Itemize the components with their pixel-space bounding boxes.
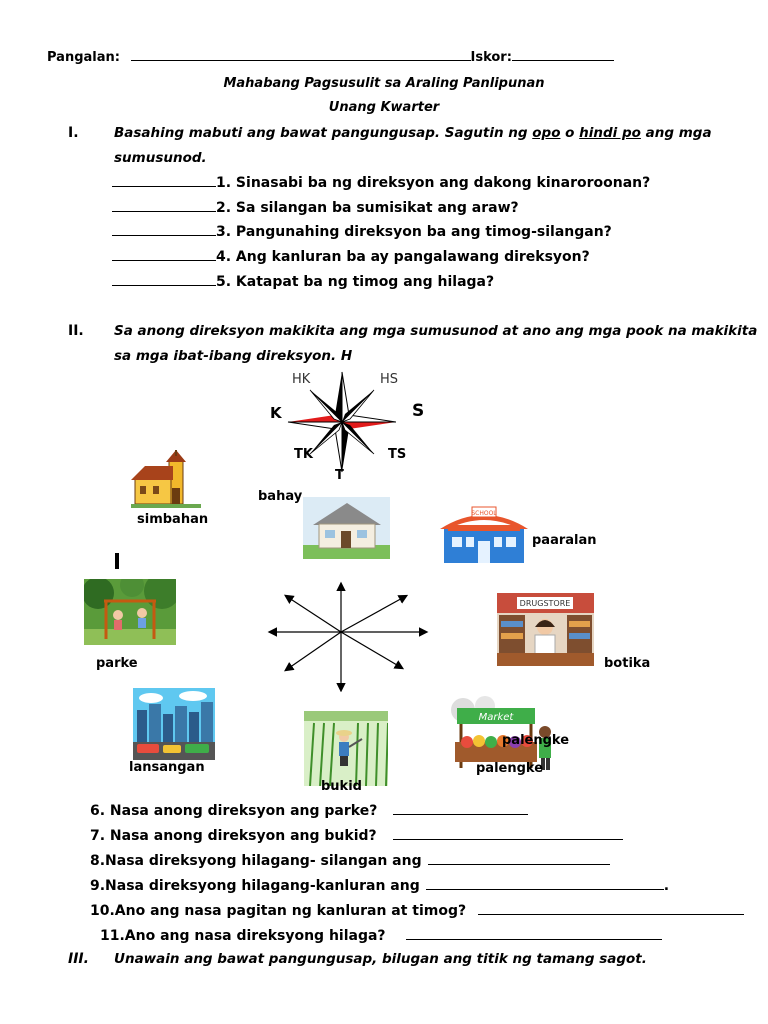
answer-blank-5[interactable] [112,285,216,286]
label-botika: botika [604,656,651,671]
market-sign: Market [478,712,514,723]
part1-instr-a: Basahing mabuti ang bawat pangungusap. Sagutin ng [114,125,533,141]
score-label: Iskor: [470,50,512,65]
part2-numeral: II. [68,323,84,339]
answer-blank-7[interactable] [393,839,623,840]
label-paaralan: paaralan [532,533,597,548]
question-1 [112,175,650,191]
name-label: Pangalan: [47,50,120,65]
park-icon [84,579,176,645]
drugstore-sign: DRUGSTORE [519,599,571,608]
label-palengke-top: palengke [502,733,570,748]
answer-blank-8[interactable] [428,864,610,865]
answer-blank-1[interactable] [112,186,216,187]
score-blank[interactable] [512,60,614,61]
answer-blank-11[interactable] [406,939,662,940]
part1-numeral: I. [68,125,79,141]
part1-instr-b: ang mga [640,125,712,141]
page-subtitle: Unang Kwarter [328,100,440,115]
question-9-end: . [663,878,670,894]
question-10 [90,903,744,919]
name-row [47,50,614,65]
farm-icon [304,711,388,786]
question-9-text: 9.Nasa direksyong hilagang-kanluran ang [90,878,420,894]
hindi-po-text: hindi po [579,125,641,141]
question-11-text: 11.Ano ang nasa direksyong hilaga? [100,928,386,944]
part1-instruction-line2: sumusunod. [114,150,207,166]
answer-blank-10[interactable] [478,914,744,915]
question-10-text: 10.Ano ang nasa pagitan ng kanluran at timog? [90,903,467,919]
question-6-text: 6. Nasa anong direksyon ang parke? [90,803,378,819]
question-4-text: 4. Ang kanluran ba ay pangalawang direksyon? [216,249,590,265]
part1-instr-o: o [560,125,580,141]
question-7 [90,828,623,844]
answer-blank-3[interactable] [112,235,216,236]
page-title: Mahabang Pagsusulit sa Araling Panlipunan [223,76,545,91]
street-icon [133,688,215,760]
question-2 [112,200,519,216]
part1-instruction [114,125,712,141]
answer-blank-4[interactable] [112,260,216,261]
part3-numeral: III. [68,951,89,967]
label-bahay: bahay [258,489,303,504]
label-parke: parke [96,656,138,671]
part3-instruction: Unawain ang bawat pangungusap, bilugan ang titik ng tamang sagot. [114,951,647,967]
direction-cross-diagram [266,580,430,692]
church-icon [131,450,201,508]
compass-t: T [335,468,344,483]
label-bukid: bukid [321,779,362,794]
compass-ts: TS [388,447,407,462]
question-2-text: 2. Sa silangan ba sumisikat ang araw? [216,200,519,216]
text-cursor-mark [115,553,119,569]
name-blank[interactable] [131,60,471,61]
question-4 [112,249,590,265]
label-palengke-market: palengke [476,761,544,776]
question-8 [90,853,610,869]
question-8-text: 8.Nasa direksyong hilagang- silangan ang [90,853,422,869]
school-icon [440,505,528,565]
label-simbahan: simbahan [137,512,209,527]
compass-hk: HK [292,372,311,387]
answer-blank-9[interactable] [426,889,664,890]
school-sign: SCHOOL [471,510,497,517]
compass-k: K [270,404,282,422]
compass-hs: HS [380,372,399,387]
question-6 [90,803,528,819]
question-5 [112,274,494,290]
question-9 [90,878,669,894]
drugstore-icon [497,593,594,666]
house-icon [303,497,390,559]
label-lansangan: lansangan [129,760,205,775]
answer-blank-6[interactable] [393,814,528,815]
compass-s: S [412,401,425,421]
answer-blank-2[interactable] [112,211,216,212]
question-11 [100,928,662,944]
question-5-text: 5. Katapat ba ng timog ang hilaga? [216,274,495,290]
part2-instruction: Sa anong direksyon makikita ang mga sumusunod at ano ang mga pook na makikita [114,323,758,339]
compass-tk: TK [294,447,313,462]
opo-text: opo [532,125,561,141]
question-3 [112,224,612,240]
part2-instruction-line2: sa mga ibat-ibang direksyon. H [114,348,353,364]
question-7-text: 7. Nasa anong direksyon ang bukid? [90,828,377,844]
question-3-text: 3. Pangunahing direksyon ba ang timog-silangan? [216,224,612,240]
question-1-text: 1. Sinasabi ba ng direksyon ang dakong kinaroroonan? [216,175,651,191]
